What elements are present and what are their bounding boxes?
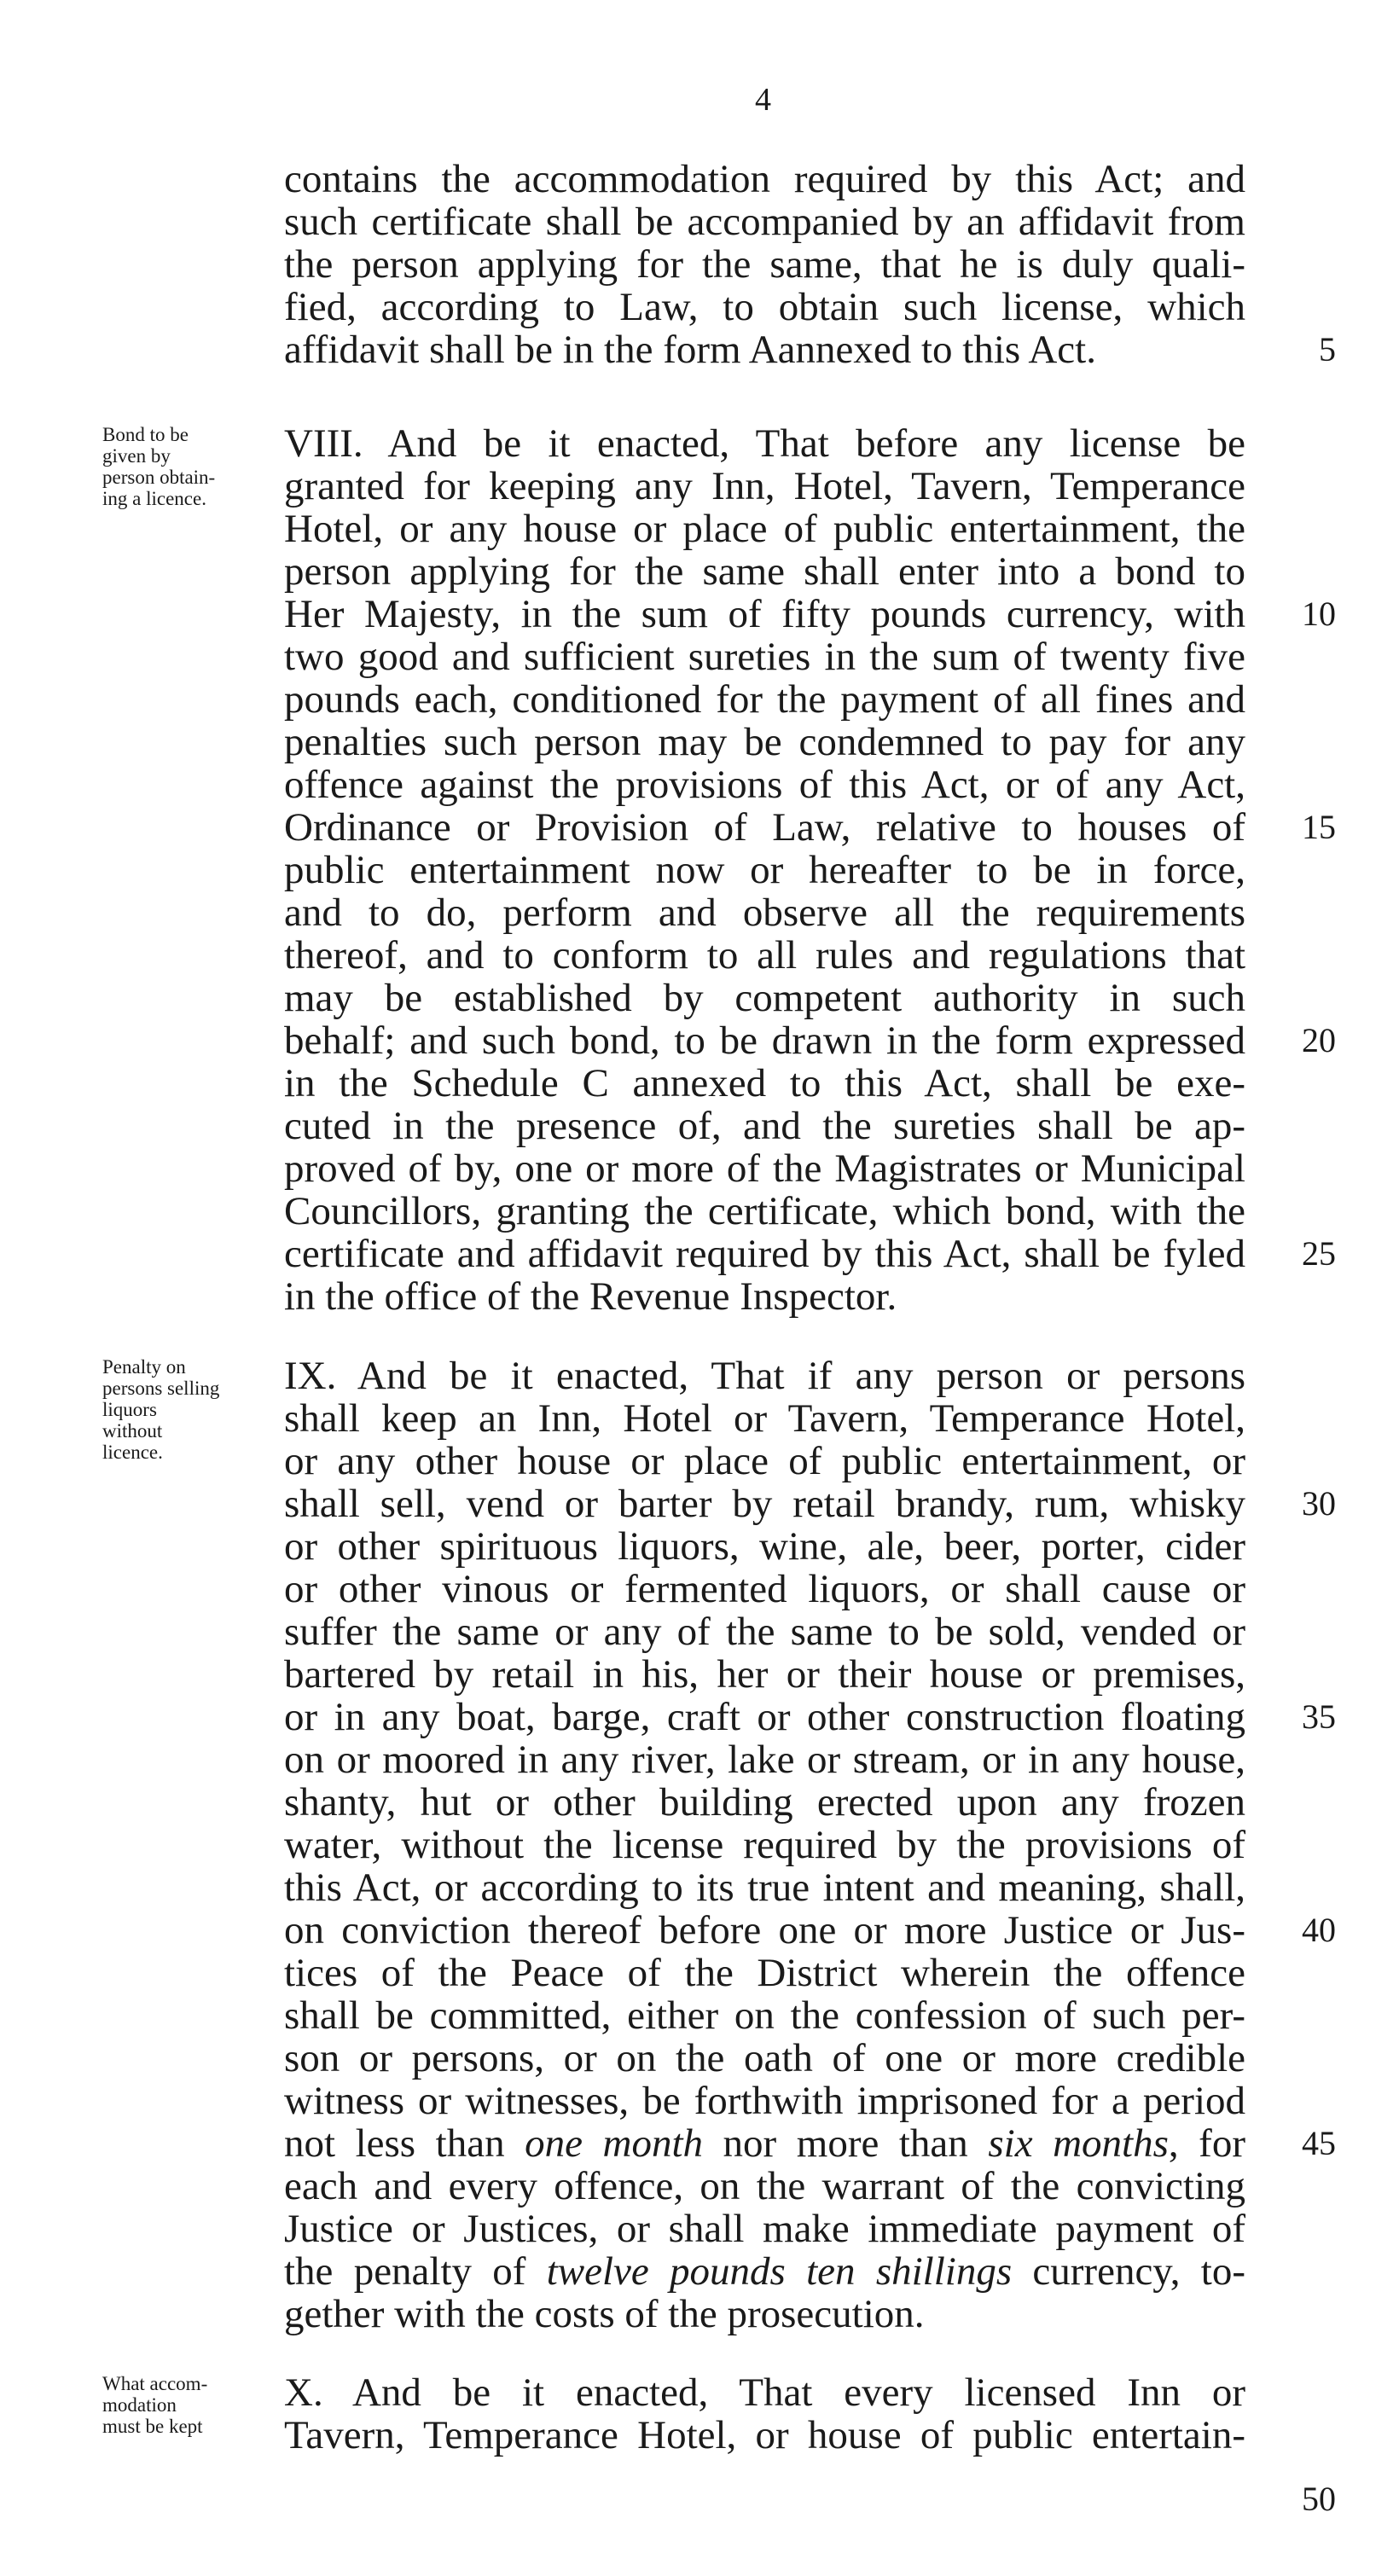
text-segment: currency, to- <box>1012 2249 1245 2294</box>
text-line: or in any boat, barge, craft or other construction floating <box>284 1695 1245 1739</box>
italic-term: twelve pounds ten shillings <box>546 2249 1013 2294</box>
line-number: 15 <box>1302 808 1336 846</box>
text-line: on conviction thereof before one or more Justice or Jus- <box>284 1908 1245 1952</box>
text-line: thereof, and to conform to all rules and regulations that <box>284 933 1245 978</box>
text-line: fied, according to Law, to obtain such license, which <box>284 285 1245 329</box>
text-line: pounds each, conditioned for the payment of all fines and <box>284 677 1245 722</box>
text-line: or other vinous or fermented liquors, or shall cause or <box>284 1567 1245 1611</box>
text-segment: not less than <box>284 2121 525 2166</box>
text-line: Ordinance or Provision of Law, relative to houses of <box>284 805 1245 850</box>
text-line: offence against the provisions of this Act, or of any Act, <box>284 763 1245 807</box>
marginal-note-penalty <box>102 1356 282 1463</box>
text-line-with-italics <box>284 2122 1245 2165</box>
text-line: proved of by, one or more of the Magistrates or Municipal <box>284 1146 1245 1191</box>
text-line: or any other house or place of public entertainment, or <box>284 1439 1245 1483</box>
text-line: gether with the costs of the prosecution. <box>284 2292 925 2336</box>
marginal-note-line: Penalty on <box>102 1356 186 1378</box>
text-line: affidavit shall be in the form Aannexed to this Act. <box>284 328 1096 372</box>
text-line: VIII. And be it enacted, That before any license be <box>284 421 1245 466</box>
text-segment: the penalty of <box>284 2249 547 2294</box>
text-line: son or persons, or on the oath of one or more credible <box>284 2036 1245 2080</box>
italic-term: one month <box>525 2121 704 2166</box>
text-line: may be established by competent authority in such <box>284 976 1245 1020</box>
text-line: IX. And be it enacted, That if any person or persons <box>284 1354 1245 1398</box>
marginal-note-line: What accom- <box>102 2373 208 2394</box>
text-line: or other spirituous liquors, wine, ale, beer, porter, cider <box>284 1524 1245 1569</box>
marginal-note-line: persons selling <box>102 1378 220 1399</box>
text-line: behalf; and such bond, to be drawn in the form expressed <box>284 1018 1245 1063</box>
italic-term: six months <box>988 2121 1169 2166</box>
text-line: Her Majesty, in the sum of fifty pounds currency, with <box>284 592 1245 636</box>
marginal-note-line: liquors <box>102 1399 157 1420</box>
marginal-note-line: given by <box>102 445 171 467</box>
line-number: 5 <box>1319 330 1336 368</box>
marginal-note-line: Bond to be <box>102 424 189 445</box>
line-number: 20 <box>1302 1021 1336 1059</box>
text-line: suffer the same or any of the same to be sold, vended or <box>284 1610 1245 1654</box>
marginal-note-bond <box>102 424 282 509</box>
text-line: such certificate shall be accompanied by an affidavit from <box>284 200 1245 244</box>
text-line: Tavern, Temperance Hotel, or house of public entertain- <box>284 2413 1245 2457</box>
text-line: each and every offence, on the warrant of the convicting <box>284 2164 1245 2208</box>
text-line: contains the accommodation required by this Act; and <box>284 157 1245 201</box>
text-line: shall be committed, either on the confession of such per- <box>284 1993 1245 2038</box>
line-number: 25 <box>1302 1234 1336 1273</box>
line-number: 40 <box>1302 1911 1336 1949</box>
text-line: water, without the license required by the provisions of <box>284 1823 1245 1867</box>
text-line: penalties such person may be condemned to pay for any <box>284 720 1245 764</box>
marginal-note-line: must be kept <box>102 2416 203 2437</box>
text-line: the person applying for the same, that he is duly quali- <box>284 242 1245 287</box>
marginal-note-line: without <box>102 1420 163 1442</box>
text-line: Hotel, or any house or place of public entertainment, the <box>284 507 1245 551</box>
text-line: in the office of the Revenue Inspector. <box>284 1274 897 1319</box>
text-line: two good and sufficient sureties in the sum of twenty five <box>284 635 1245 679</box>
text-line: granted for keeping any Inn, Hotel, Tavern, Temperance <box>284 464 1245 508</box>
line-number: 10 <box>1302 595 1336 633</box>
marginal-note-accommodation <box>102 2373 282 2437</box>
text-line: Justice or Justices, or shall make immediate payment of <box>284 2207 1245 2251</box>
text-line: certificate and affidavit required by this Act, shall be fyled <box>284 1232 1245 1276</box>
text-line: X. And be it enacted, That every licensed Inn or <box>284 2370 1245 2415</box>
page-number: 4 <box>755 82 772 118</box>
marginal-note-line: ing a licence. <box>102 488 206 509</box>
text-line: and to do, perform and observe all the requirements <box>284 891 1245 935</box>
text-line: bartered by retail in his, her or their house or premises, <box>284 1652 1245 1697</box>
line-number: 30 <box>1302 1484 1336 1523</box>
text-line-with-italics <box>284 2250 1245 2293</box>
text-line: person applying for the same shall enter into a bond to <box>284 549 1245 594</box>
text-line: shall keep an Inn, Hotel or Tavern, Temperance Hotel, <box>284 1396 1245 1441</box>
text-line: Councillors, granting the certificate, which bond, with the <box>284 1189 1245 1233</box>
text-segment: , for <box>1168 2121 1245 2166</box>
line-number: 35 <box>1302 1697 1336 1736</box>
text-line: on or moored in any river, lake or stream, or in any house, <box>284 1738 1245 1782</box>
marginal-note-line: licence. <box>102 1442 163 1463</box>
line-number: 50 <box>1302 2480 1336 2518</box>
text-segment: nor more than <box>703 2121 989 2166</box>
marginal-note-line: modation <box>102 2394 177 2416</box>
text-line: shanty, hut or other building erected upon any frozen <box>284 1780 1245 1825</box>
line-number: 45 <box>1302 2124 1336 2162</box>
text-line: tices of the Peace of the District wherein the offence <box>284 1951 1245 1995</box>
text-line: cuted in the presence of, and the sureties shall be ap- <box>284 1104 1245 1148</box>
text-line: witness or witnesses, be forthwith imprisoned for a period <box>284 2079 1245 2123</box>
text-line: public entertainment now or hereafter to be in force, <box>284 848 1245 892</box>
text-line: in the Schedule C annexed to this Act, shall be exe- <box>284 1061 1245 1105</box>
text-line: shall sell, vend or barter by retail brandy, rum, whisky <box>284 1482 1245 1526</box>
text-line: this Act, or according to its true intent and meaning, shall, <box>284 1865 1245 1910</box>
marginal-note-line: person obtain- <box>102 467 216 488</box>
